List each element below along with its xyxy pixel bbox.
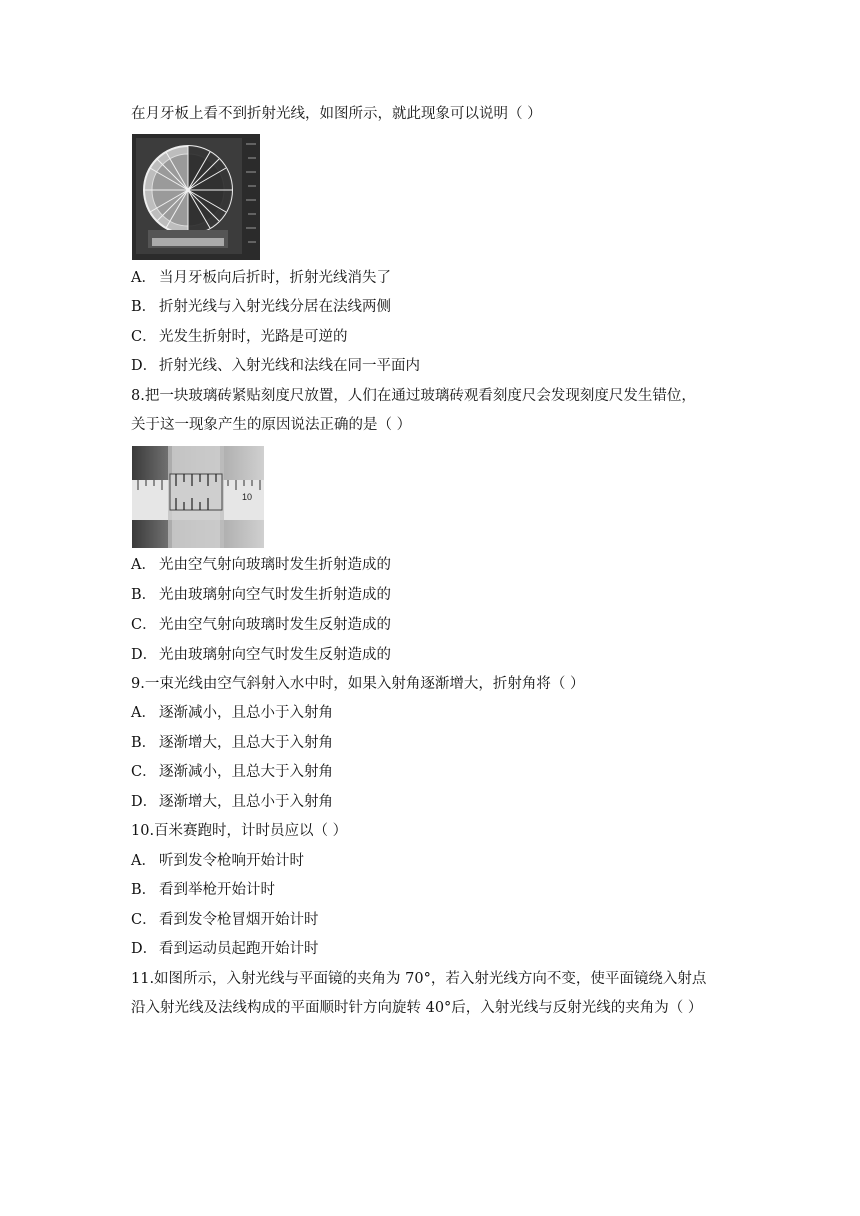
refraction-protractor-photo xyxy=(132,134,260,260)
q7-option-b: B． 折射光线与入射光线分居在法线两侧 xyxy=(131,299,391,315)
q10-stem: 10.百米赛跑时，计时员应以（ ） xyxy=(131,823,348,839)
q10-option-c: C． 看到发令枪冒烟开始计时 xyxy=(131,912,319,928)
q9-option-d: D． 逐渐增大，且总小于入射角 xyxy=(131,794,333,810)
glass-ruler-photo xyxy=(132,446,264,548)
q11-stem-line1: 11.如图所示，入射光线与平面镜的夹角为 70°，若入射光线方向不变，使平面镜绕入射点 xyxy=(131,971,707,987)
q8-stem-line2: 关于这一现象产生的原因说法正确的是（ ） xyxy=(131,417,412,433)
ruler-number-label: 10 xyxy=(242,492,253,502)
q8-option-d: D． 光由玻璃射向空气时发生反射造成的 xyxy=(131,647,391,663)
q9-option-a: A． 逐渐减小，且总小于入射角 xyxy=(131,705,333,721)
q10-option-b: B． 看到举枪开始计时 xyxy=(131,882,275,898)
q10-option-a: A． 听到发令枪响开始计时 xyxy=(131,853,304,869)
q8-stem-line1: 8.把一块玻璃砖紧贴刻度尺放置，人们在通过玻璃砖观看刻度尺会发现刻度尺发生错位， xyxy=(131,388,696,404)
q9-stem: 9.一束光线由空气斜射入水中时，如果入射角逐渐增大，折射角将（ ） xyxy=(131,676,585,692)
q8-option-a: A． 光由空气射向玻璃时发生折射造成的 xyxy=(131,557,391,573)
q8-option-c: C． 光由空气射向玻璃时发生反射造成的 xyxy=(131,617,391,633)
q9-option-b: B． 逐渐增大，且总大于入射角 xyxy=(131,735,333,751)
q7-option-a: A． 当月牙板向后折时，折射光线消失了 xyxy=(131,270,391,286)
q7-stem: 在月牙板上看不到折射光线，如图所示，就此现象可以说明（ ） xyxy=(131,106,542,122)
q9-option-c: C． 逐渐减小，且总大于入射角 xyxy=(131,764,333,780)
q11-stem-line2: 沿入射光线及法线构成的平面顺时针方向旋转 40°后，入射光线与反射光线的夹角为（ ） xyxy=(131,1000,703,1016)
q7-option-d: D． 折射光线、入射光线和法线在同一平面内 xyxy=(131,358,420,374)
q7-option-c: C． 光发生折射时，光路是可逆的 xyxy=(131,329,348,345)
q8-option-b: B． 光由玻璃射向空气时发生折射造成的 xyxy=(131,587,391,603)
q10-option-d: D． 看到运动员起跑开始计时 xyxy=(131,941,319,957)
